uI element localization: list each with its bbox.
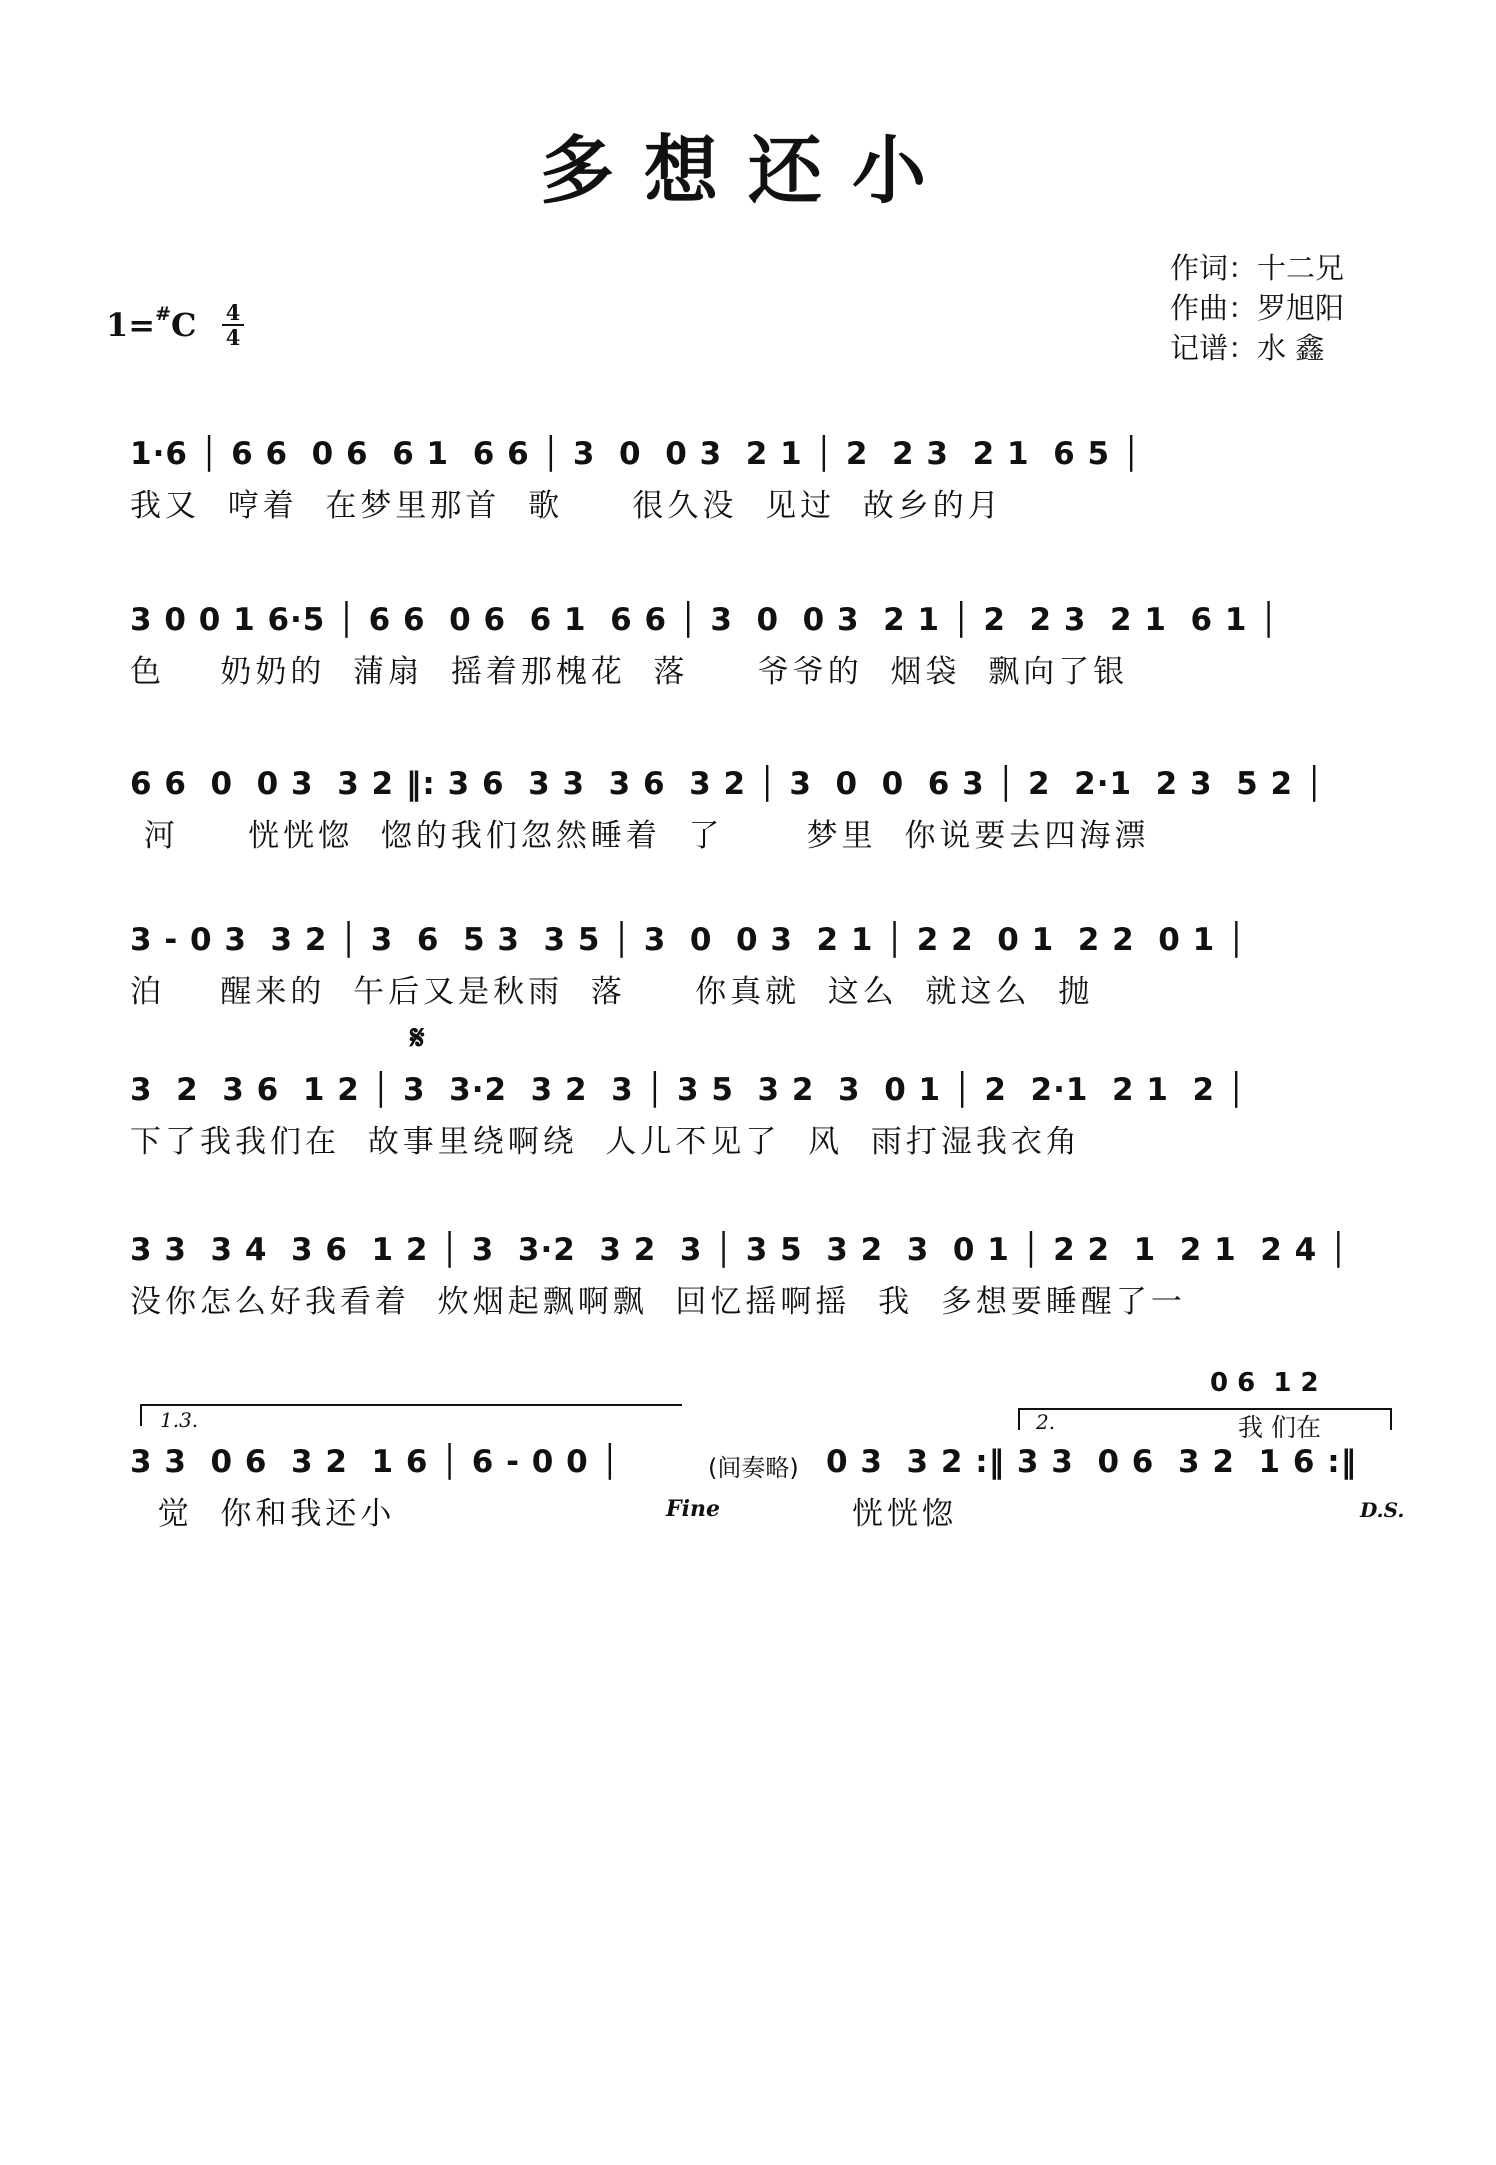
time-signature: [222, 302, 244, 348]
song-title: 多想还小: [540, 128, 956, 214]
score-line-6: [130, 1228, 1400, 1338]
lyrics-line-5: 下了我我们在 故事里绕啊绕 人儿不见了 风 雨打湿我衣角: [130, 1124, 1081, 1160]
lyrics-line-4: 泊 醒来的 午后又是秋雨 落 你真就 这么 就这么 抛: [130, 974, 1094, 1010]
meter-bottom: 4: [225, 325, 241, 350]
lyrics-line-7a: 觉 你和我还小: [130, 1496, 396, 1532]
lyrics-line-7b: 恍恍惚: [852, 1496, 957, 1532]
pickup-notes: 0 6 1 2: [1210, 1368, 1319, 1398]
score-line-7: [130, 1440, 1400, 1550]
notes-line-2: 3 0 0 1 6·5 │ 6 6 0 6 6 1 6 6 │ 3 0 0 3 2 1 │ 2 2 3 2 1 6 1 │: [130, 602, 1279, 638]
score-line-4: [130, 918, 1400, 1028]
lyricist: 作词：十二兄: [1170, 251, 1345, 285]
notes-line-3: 6 6 0 0 3 3 2 ‖: 3 6 3 3 3 6 3 2 │ 3 0 0 6 3 │ 2 2·1 2 3 5 2 │: [130, 766, 1325, 802]
notes-line-5: 3 2 3 6 1 2 │ 3 3·2 3 2 3 │ 3 5 3 2 3 0 1 │ 2 2·1 2 1 2 │: [130, 1072, 1247, 1108]
score-line-3: [130, 762, 1400, 872]
volta-label-2: 2.: [1036, 1410, 1056, 1434]
volta-bracket-2: [1018, 1408, 1392, 1430]
lyrics-line-6: 没你怎么好我看着 炊烟起飘啊飘 回忆摇啊摇 我 多想要睡醒了一: [130, 1284, 1186, 1320]
composer: 作曲：罗旭阳: [1170, 291, 1345, 325]
segno-sign: 𝄋: [410, 1018, 425, 1058]
notes-line-1: 1·6 │ 6 6 0 6 6 1 6 6 │ 3 0 0 3 2 1 │ 2 2 3 2 1 6 5 │: [130, 436, 1142, 472]
fine-mark: Fine: [666, 1496, 720, 1522]
notes-line-6: 3 3 3 4 3 6 1 2 │ 3 3·2 3 2 3 │ 3 5 3 2 3 0 1 │ 2 2 1 2 1 2 4 │: [130, 1232, 1349, 1268]
volta-bracket-1: [140, 1404, 682, 1426]
lyrics-line-2: 色 奶奶的 蒲扇 摇着那槐花 落 爷爷的 烟袋 飘向了银: [130, 654, 1129, 690]
score-line-1: [130, 432, 1400, 542]
credits: [1170, 248, 1344, 368]
pickup-lyrics: 我 们在: [1238, 1413, 1321, 1442]
notation-by: 记谱：水 鑫: [1170, 331, 1325, 365]
volta-label-1: 1.3.: [160, 1408, 199, 1432]
lyrics-line-1: 我又 哼着 在梦里那首 歌 很久没 见过 故乡的月: [130, 488, 1003, 524]
lyrics-line-3: 河 恍恍惚 惚的我们忽然睡着 了 梦里 你说要去四海漂: [130, 818, 1150, 854]
score-line-2: [130, 598, 1400, 708]
notes-line-4: 3 - 0 3 3 2 │ 3 6 5 3 3 5 │ 3 0 0 3 2 1 │ 2 2 0 1 2 2 0 1 │: [130, 922, 1247, 958]
interlude-label: (间奏略): [708, 1454, 799, 1482]
meter-top: 4: [225, 300, 241, 325]
volta-bracket-2-left: [1018, 1408, 1020, 1430]
notes-line-7b: 0 3 3 2 :‖ 3 3 0 6 3 2 1 6 :‖: [826, 1444, 1358, 1480]
score-line-5: [130, 1068, 1400, 1178]
key-signature: 1=#C: [106, 303, 197, 344]
sharp-sign: #: [155, 303, 171, 326]
ds-mark: D.S.: [1360, 1498, 1405, 1522]
notes-line-7a: 3 3 0 6 3 2 1 6 │ 6 - 0 0 │: [130, 1444, 621, 1480]
